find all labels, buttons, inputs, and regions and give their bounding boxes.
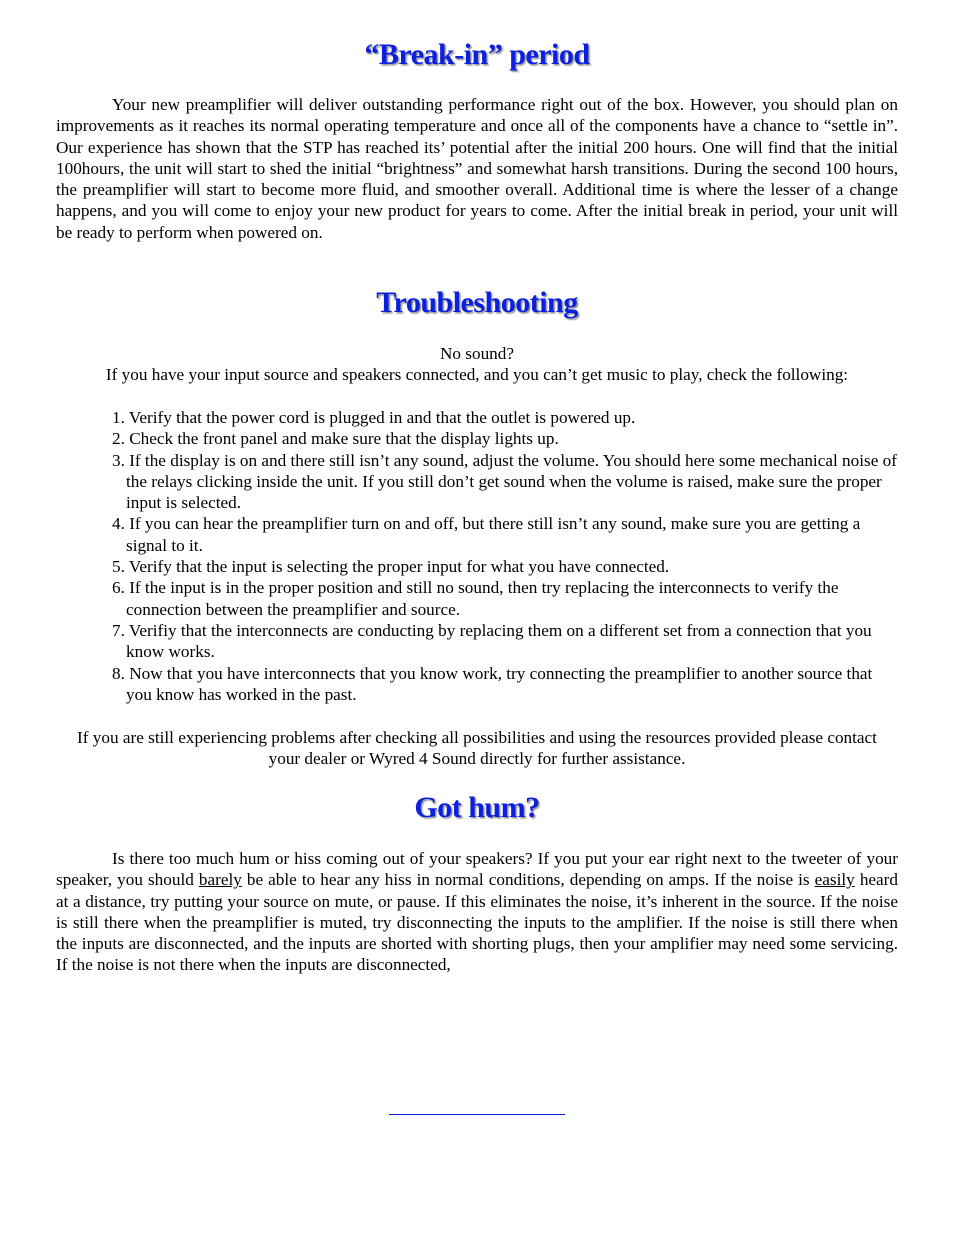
list-item: 5. Verify that the input is selecting the proper input for what you have connected. [112,557,670,577]
list-item: 8. Now that you have interconnects that you know work, try connecting the preamplifier to another source that you know has worked in the past. [112,663,873,704]
no-sound-subtitle: No sound? [440,344,514,363]
list-item: 6. If the input is in the proper position and still no sound, then try replacing the interconnects to verify the connection between the preamplifier and source. [112,578,839,619]
breakin-heading: “Break-in” period [364,38,590,71]
troubleshooting-steps [112,407,898,705]
hum-text-2: be able to hear any hiss in normal conditions, depending on amps. If the noise is [241,870,815,890]
list-item: 1. Verify that the power cord is plugged in and that the outlet is powered up. [112,408,636,427]
easily-emphasis: easily [814,870,855,890]
list-item: 7. Verifiy that the interconnects are conducting by replacing them on a different set from a connection that you know works. [112,620,872,662]
list-item: 2. Check the front panel and make sure that the display lights up. [112,429,559,449]
breakin-text: Your new preamplifier will deliver outstanding performance right out of the box. However, you should plan on improvements as it reaches its normal operating temperature and once all of the components have a chance to “settle in”. Our experience has shown that the STP has reached its’ potential after the initial 200 hours. One will find that the initial 100hours, the unit will start to shed the initial “brightness” and somewhat harsh transitions. During the second 100 hours, the preamplifier will start to become more fluid, and smoother overall. Additional time is where the lesser of a change happens, and you will come to enjoy your new product for years to come. After the initial break in period, your unit will be ready to perform when powered on. [56,95,898,242]
hum-text-1: Is there too much hum or hiss coming out of your speakers? If you put your ear right next to the tweeter of your speaker, you should [56,849,898,890]
hum-text-3: heard at a distance, try putting your source on mute, or pause. If this eliminates the noise, it’s inherent in the source. If the noise is still there when the preamplifier is muted, try disconnecting the inputs to the amplifier. If the noise is still there when the inputs are disconnected, and the inputs are shorted with shorting plugs, then your amplifier may need some servicing. If the noise is not there when the inputs are disconnected, [56,870,898,975]
breakin-paragraph [56,94,898,243]
troubleshooting-heading: Troubleshooting [376,286,578,319]
troubleshooting-intro: If you have your input source and speakers connected, and you can’t get music to play, check the following: [105,365,849,384]
list-item: 4. If you can hear the preamplifier turn on and off, but there still isn’t any sound, make sure you are getting a signal to it. [112,514,861,555]
hum-heading: Got hum? [414,791,540,824]
hum-paragraph [56,848,898,976]
troubleshooting-closing: If you are still experiencing problems after checking all possibilities and using the resources provided please contact your dealer or Wyred 4 Sound directly for further assistance. [77,728,877,769]
footnote-separator [389,1114,565,1115]
list-item: 3. If the display is on and there still isn’t any sound, adjust the volume. You should here some mechanical noise of the relays clicking inside the unit. If you still don’t get sound when the volume is raised, make sure the proper input is selected. [112,450,897,513]
barely-emphasis: barely [198,870,242,890]
